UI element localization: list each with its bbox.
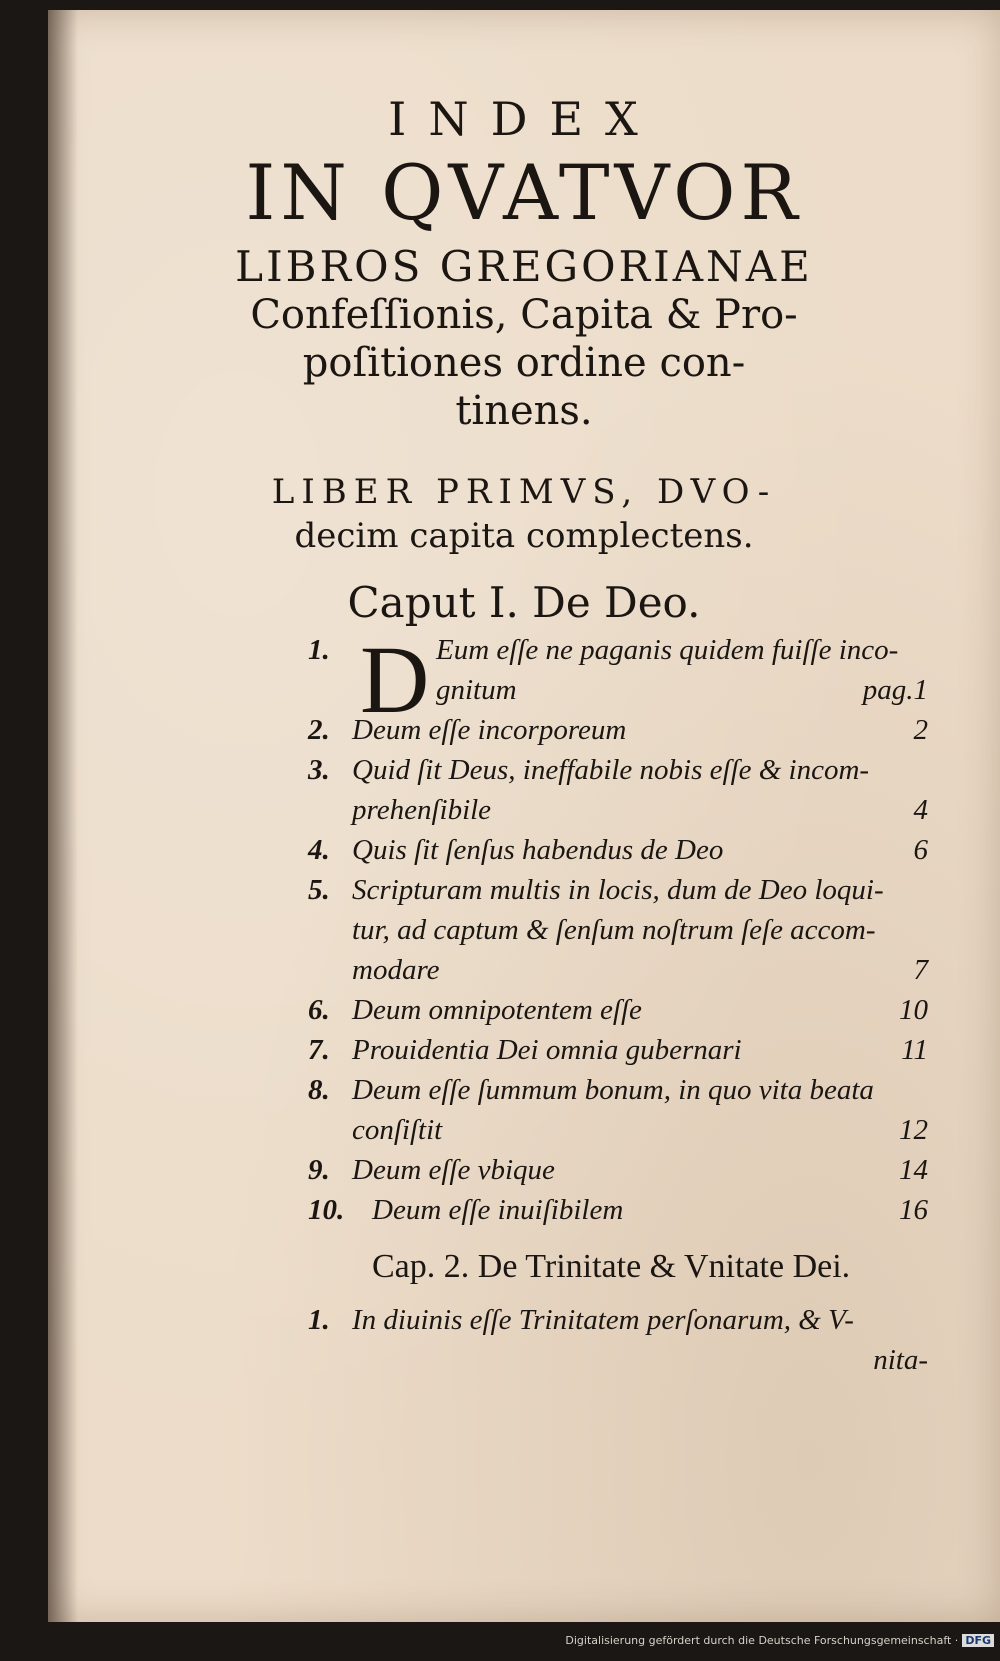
digitization-credit — [565, 1634, 994, 1647]
index-entry — [308, 1300, 928, 1340]
entry-number: 5. — [308, 874, 330, 906]
entry-page: 4 — [913, 794, 928, 826]
heading-liber-primus: LIBER PRIMVS, DVO- — [271, 472, 777, 512]
entry-number: 2. — [308, 714, 330, 746]
heading-libros: LIBROS GREGORIANAE — [235, 242, 813, 291]
heading-caput-1: Caput I. De Deo. — [347, 578, 701, 627]
index-entry — [308, 1070, 928, 1110]
chapter-2-entries — [308, 1300, 928, 1380]
entry-text: Quid ſit Deus, ineffabile nobis eſſe & incom- — [352, 754, 870, 786]
entry-text: conſiſtit — [352, 1114, 443, 1146]
entry-page: 12 — [899, 1114, 928, 1146]
entry-page: 14 — [899, 1154, 928, 1186]
entry-text: gnitum — [436, 674, 517, 706]
entry-number: 3. — [308, 754, 330, 786]
index-entry-continuation — [308, 910, 928, 950]
entry-text: Eum eſſe ne paganis quidem fuiſſe inco- — [436, 634, 899, 666]
entry-page: 7 — [913, 954, 928, 986]
entry-number: 6. — [308, 994, 330, 1026]
entry-page: 6 — [913, 834, 928, 866]
credit-text: Digitalisierung gefördert durch die Deutsche Forschungsgemeinschaft · — [565, 1634, 959, 1647]
entry-number: 1. — [308, 1304, 330, 1336]
entry-number: 8. — [308, 1074, 330, 1106]
heading-line-2: poſitiones ordine con- — [302, 340, 746, 386]
entry-page: 2 — [913, 714, 928, 746]
drop-cap-initial: D — [360, 626, 430, 733]
entry-text: modare — [352, 954, 440, 986]
entry-number: 1. — [308, 634, 330, 666]
entry-page: 11 — [901, 1034, 928, 1066]
index-entry-continuation — [308, 950, 928, 990]
heading-quatuor: IN QVATVOR — [245, 148, 803, 237]
index-entry-continuation — [308, 790, 928, 830]
index-entry — [308, 870, 928, 910]
index-entry — [308, 750, 928, 790]
entry-page: pag.1 — [862, 674, 928, 706]
dfg-logo: DFG — [962, 1634, 994, 1647]
chapter-2-title: Cap. 2. De Trinitate & Vnitate Dei. — [372, 1248, 851, 1285]
entry-text: Deum eſſe incorporeum — [352, 714, 627, 746]
index-entry — [308, 990, 928, 1030]
index-entry-continuation — [308, 1110, 928, 1150]
entry-text: Deum omnipotentem eſſe — [352, 994, 642, 1026]
entry-number: 9. — [308, 1154, 330, 1186]
entry-text: Deum eſſe ſummum bonum, in quo vita beata — [352, 1074, 874, 1106]
heading-line-1: Confeſſionis, Capita & Pro- — [250, 292, 798, 338]
index-entry — [308, 830, 928, 870]
index-entry — [308, 1150, 928, 1190]
heading-index: INDEX — [388, 92, 660, 146]
entry-page: 10 — [899, 994, 928, 1026]
entry-text: In diuinis eſſe Trinitatem perſonarum, & V- — [352, 1304, 854, 1336]
entry-text: tur, ad captum & ſenſum noſtrum ſeſe accom- — [352, 914, 876, 946]
entry-text: nita- — [873, 1344, 928, 1376]
entry-text: prehenſibile — [352, 794, 492, 826]
entry-number: 4. — [308, 834, 330, 866]
entry-text: Quis ſit ſenſus habendus de Deo — [352, 834, 724, 866]
entry-text: Prouidentia Dei omnia gubernari — [352, 1034, 742, 1066]
heading-decim-capita: decim capita complectens. — [294, 516, 754, 556]
spine-shadow — [48, 10, 78, 1622]
entry-text: Deum eſſe inuiſibilem — [372, 1194, 624, 1226]
entry-text: Scripturam multis in locis, dum de Deo loqui- — [352, 874, 884, 906]
index-entry-continuation — [308, 1340, 928, 1380]
entry-text: Deum eſſe vbique — [352, 1154, 555, 1186]
entry-number: 10. — [308, 1194, 345, 1226]
heading-line-3: tinens. — [455, 388, 593, 434]
index-entry — [308, 1190, 928, 1230]
entry-page: 16 — [899, 1194, 928, 1226]
index-entry — [308, 1030, 928, 1070]
entry-number: 7. — [308, 1034, 330, 1066]
